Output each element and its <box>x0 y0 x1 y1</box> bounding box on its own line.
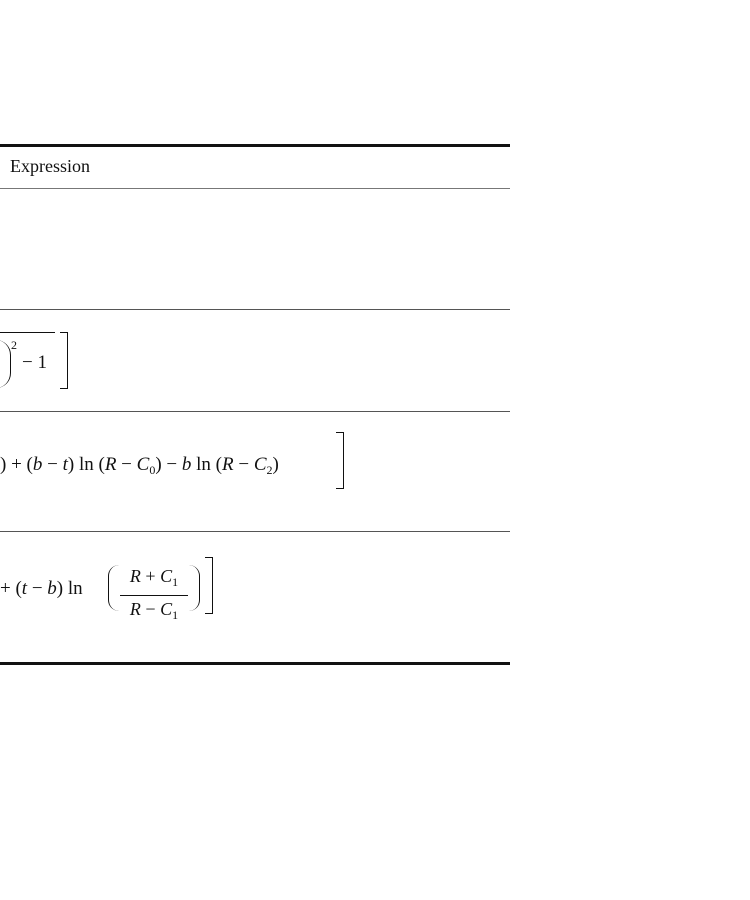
fraction-numerator: $R + C_1$ <box>129 566 179 589</box>
column-header-expression: Expression <box>10 156 90 176</box>
row-divider-3 <box>0 531 510 532</box>
closing-bracket <box>336 432 344 489</box>
row3-prefix: + (t − b) ln <box>0 578 83 599</box>
fraction-denominator: $R - C_1$ <box>129 599 179 622</box>
close-paren <box>189 565 200 611</box>
table-top-rule <box>0 144 510 147</box>
closing-bracket <box>205 557 213 614</box>
table-bottom-rule <box>0 662 510 665</box>
fraction <box>120 565 188 626</box>
row1-tail-term: − 1 <box>22 352 47 373</box>
header-divider <box>0 188 510 189</box>
closing-paren <box>0 340 11 388</box>
exponent: 2 <box>11 338 17 352</box>
fraction-bar <box>120 595 188 596</box>
open-paren <box>108 565 119 611</box>
radical-overline <box>0 332 55 333</box>
row2-expression: ) + (b − t) $\ln (R - C_0) - b$ $\ln (R - C_2)$ <box>0 454 279 477</box>
closing-bracket <box>60 332 68 389</box>
row-divider-2 <box>0 411 510 412</box>
row-divider-1 <box>0 309 510 310</box>
